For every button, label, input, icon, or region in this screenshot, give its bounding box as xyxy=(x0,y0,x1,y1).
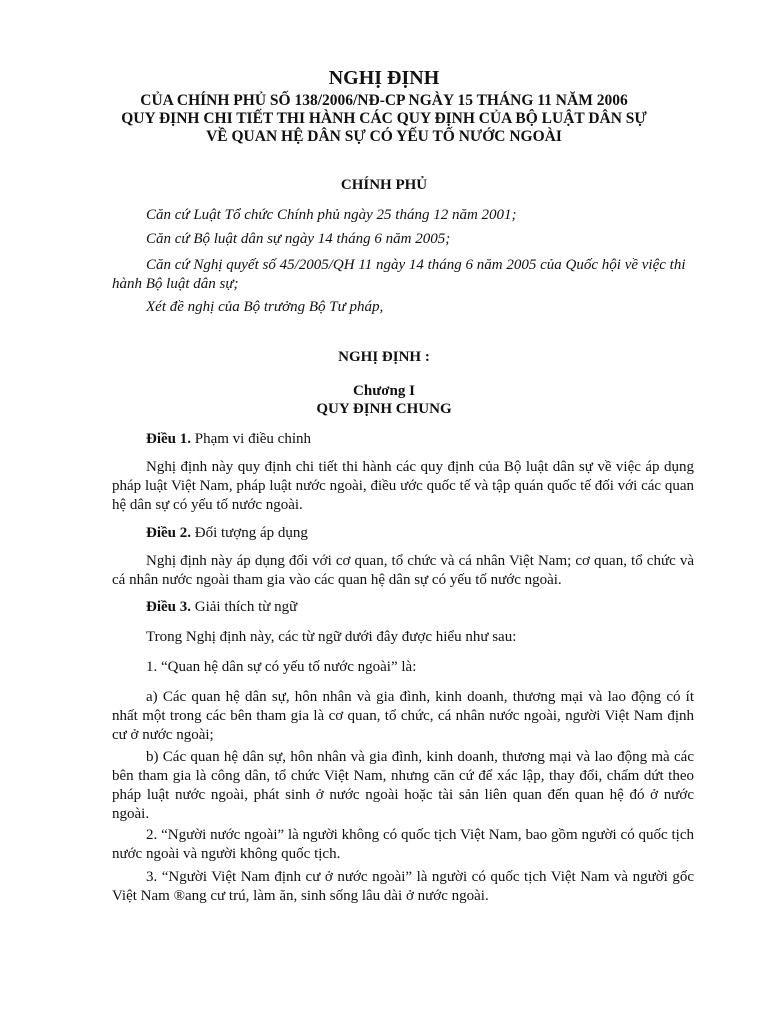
document-title: NGHỊ ĐỊNH xyxy=(328,67,440,89)
article-3-label: Điều 3. xyxy=(146,599,191,615)
article-3-heading xyxy=(146,598,297,617)
issuer-heading: CHÍNH PHỦ xyxy=(340,177,428,193)
article-1-text: Nghị định này quy định chi tiết thi hành các quy định của Bộ luật dân sự về việc áp dụng pháp luật Việt Nam, pháp luật nước ngoài, điều ước quốc tế và tập quán quốc tế đối với các quan hệ dân sự có yếu tố nước ngoài. xyxy=(112,459,694,513)
preamble-2: Căn cứ Bộ luật dân sự ngày 14 tháng 6 năm 2005; xyxy=(146,231,451,247)
preamble-3: Căn cứ Nghị quyết số 45/2005/QH 11 ngày 14 tháng 6 năm 2005 của Quốc hội về việc thi hành Bộ luật dân sự; xyxy=(112,257,686,292)
article-2-title: Đối tượng áp dụng xyxy=(191,525,308,541)
article-3-item-1b: b) Các quan hệ dân sự, hôn nhân và gia đình, kinh doanh, thương mại và lao động mà các bên tham gia là công dân, tổ chức Việt Nam, nhưng căn cứ để xác lập, thay đổi, chấm dứt theo pháp luật nước ngoài, phát sinh ở nước ngoài hoặc tài sản liên quan đến quan hệ đó ở nước ngoài. xyxy=(112,749,694,822)
article-3-title: Giải thích từ ngữ xyxy=(191,599,298,615)
article-3-item-3: 3. “Người Việt Nam định cư ở nước ngoài” là người có quốc tịch Việt Nam và người gốc Việt Nam ®ang cư trú, làm ăn, sinh sống lâu dài ở nước ngoài. xyxy=(112,869,694,904)
article-3-item-1a: a) Các quan hệ dân sự, hôn nhân và gia đình, kinh doanh, thương mại và lao động có ít nhất một trong các bên tham gia là cơ quan, tổ chức, cá nhân nước ngoài, người Việt Nam định cư ở nước ngoài; xyxy=(112,689,694,743)
article-1-heading xyxy=(146,430,311,449)
article-2-heading xyxy=(146,524,308,543)
title-line-1: CỦA CHÍNH PHỦ SỐ 138/2006/NĐ-CP NGÀY 15 THÁNG 11 NĂM 2006 xyxy=(140,92,628,109)
article-3-item-1: 1. “Quan hệ dân sự có yếu tố nước ngoài” là: xyxy=(146,659,417,675)
chapter-title: QUY ĐỊNH CHUNG xyxy=(316,401,452,417)
preamble-1: Căn cứ Luật Tổ chức Chính phủ ngày 25 tháng 12 năm 2001; xyxy=(146,207,517,223)
preamble-4: Xét đề nghị của Bộ trưởng Bộ Tư pháp, xyxy=(146,299,384,315)
article-2-label: Điều 2. xyxy=(146,525,191,541)
chapter-number: Chương I xyxy=(353,383,415,399)
article-2-text: Nghị định này áp dụng đối với cơ quan, tổ chức và cá nhân Việt Nam; cơ quan, tổ chức và cá nhân nước ngoài tham gia vào các quan hệ dân sự có yếu tố nước ngoài. xyxy=(112,553,694,588)
article-3-item-2: 2. “Người nước ngoài” là người không có quốc tịch Việt Nam, bao gồm người có quốc tịch nước ngoài và người không quốc tịch. xyxy=(112,827,694,862)
decree-heading: NGHỊ ĐỊNH : xyxy=(338,349,430,365)
article-3-intro: Trong Nghị định này, các từ ngữ dưới đây được hiểu như sau: xyxy=(146,629,517,645)
article-1-label: Điều 1. xyxy=(146,431,191,447)
article-1-title: Phạm vi điều chỉnh xyxy=(191,431,311,447)
title-line-3: VỀ QUAN HỆ DÂN SỰ CÓ YẾU TỐ NƯỚC NGOÀI xyxy=(206,128,562,145)
title-line-2: QUY ĐỊNH CHI TIẾT THI HÀNH CÁC QUY ĐỊNH CỦA BỘ LUẬT DÂN SỰ xyxy=(121,110,647,127)
